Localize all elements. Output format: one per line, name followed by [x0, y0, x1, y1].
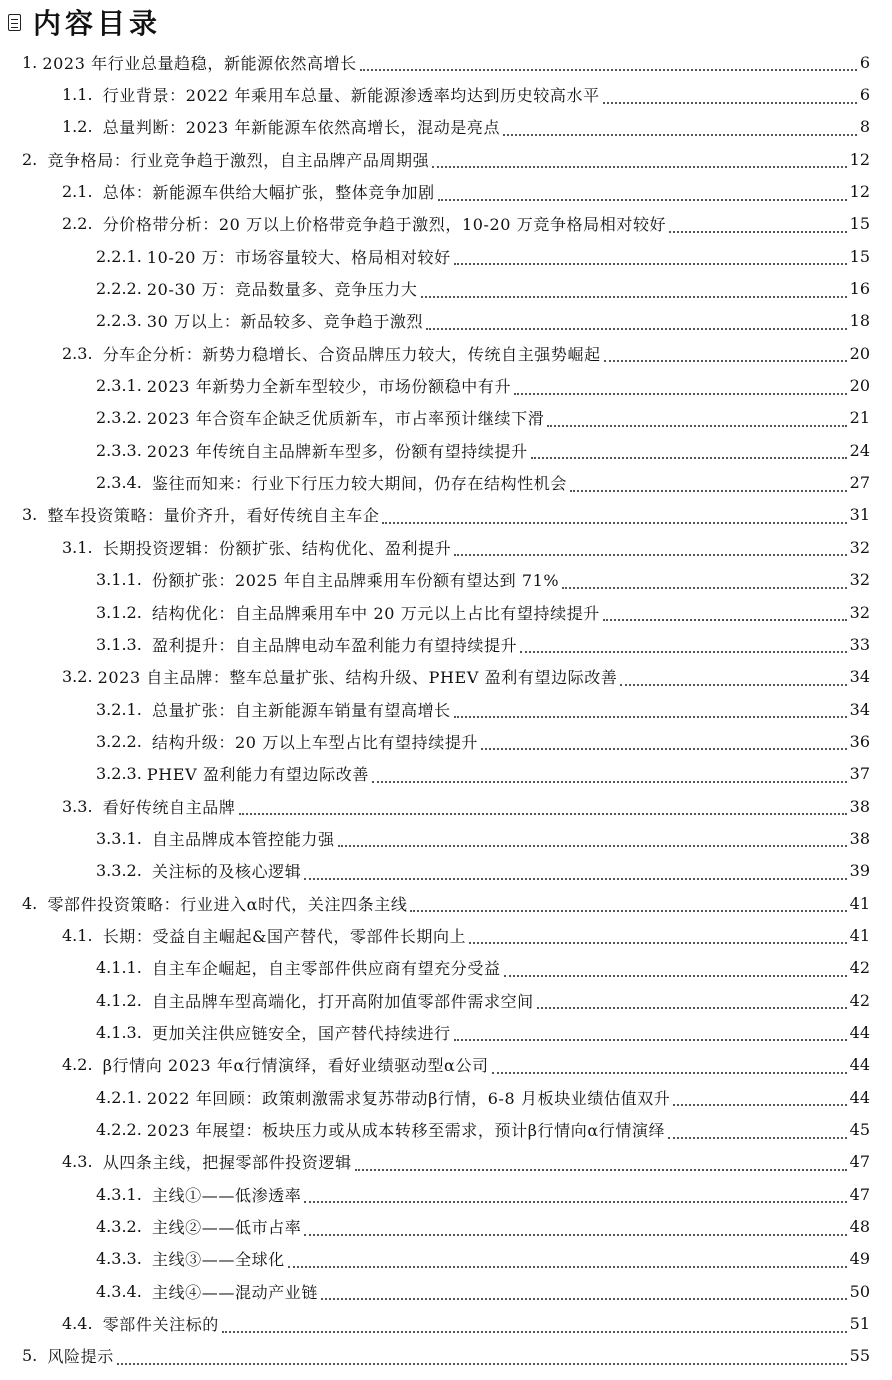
toc-entry[interactable]: [0, 984, 892, 1016]
toc-entry[interactable]: [0, 272, 892, 304]
toc-entry-number: 3.2.: [62, 667, 98, 687]
dot-leader: [668, 1125, 846, 1139]
toc-entry[interactable]: [0, 434, 892, 466]
toc-entry[interactable]: [0, 1340, 892, 1372]
dot-leader: [338, 833, 847, 847]
dot-leader: [421, 284, 847, 298]
toc-entry-text: 自主品牌车型高端化，打开高附加值零部件需求空间: [151, 991, 534, 1011]
toc-entry[interactable]: [0, 369, 892, 401]
toc-entry-number: 4.2.: [62, 1055, 103, 1075]
toc-entry[interactable]: [0, 952, 892, 984]
toc-entry-text: 关注标的及核心逻辑: [151, 862, 302, 882]
toc-entry-page: 55: [849, 1346, 870, 1366]
toc-header: [8, 4, 161, 40]
dot-leader: [454, 1027, 847, 1041]
toc-entry-page: 50: [849, 1281, 870, 1301]
toc-entry[interactable]: [0, 564, 892, 596]
toc-entry-text: 分价格带分析：20 万以上价格带竞争趋于激烈，10-20 万竞争格局相对较好: [102, 215, 667, 235]
dot-leader: [603, 607, 847, 621]
toc-entry-number: 4.1.2.: [96, 990, 152, 1010]
toc-entry-text: 20-30 万：竞品数量多、竞争压力大: [146, 280, 418, 300]
toc-entry[interactable]: [0, 78, 892, 110]
toc-entry-number: 2.3.1.: [96, 376, 147, 396]
toc-entry[interactable]: [0, 758, 892, 790]
toc-entry[interactable]: [0, 887, 892, 919]
toc-entry-text: 整车投资策略：量价齐升，看好传统自主车企: [47, 506, 380, 526]
toc-entry-number: 3.3.: [62, 796, 103, 816]
toc-entry-page: 20: [849, 376, 870, 396]
toc-entry-text: 总量判断：2023 年新能源车依然高增长，混动是亮点: [102, 118, 501, 138]
toc-entry-text: 2023 年展望：板块压力或从成本转移至需求，预计β行情向α行情演绎: [146, 1121, 666, 1141]
toc-entry-text: 2023 自主品牌：整车总量扩张、结构升级、PHEV 盈利有望边际改善: [97, 668, 618, 688]
toc-entry-text: 自主品牌成本管控能力强: [151, 829, 335, 849]
toc-entry-page: 6: [859, 85, 870, 105]
toc-entry-page: 47: [849, 1152, 870, 1172]
toc-entry-page: 24: [849, 440, 870, 460]
toc-entry[interactable]: [0, 46, 892, 78]
toc-entry[interactable]: [0, 1307, 892, 1339]
toc-entry[interactable]: [0, 402, 892, 434]
toc-entry-text: 竞争格局：行业竞争趋于激烈，自主品牌产品周期强: [47, 150, 430, 170]
toc-entry-text: 长期投资逻辑：份额扩张、结构优化、盈利提升: [102, 538, 452, 558]
toc-entry-text: 2023 年合资车企缺乏优质新车，市占率预计继续下滑: [146, 409, 545, 429]
toc-entry-number: 4.3.3.: [96, 1249, 152, 1269]
toc-entry-page: 18: [849, 311, 870, 331]
toc-entry[interactable]: [0, 822, 892, 854]
toc-entry-text: 主线③——全球化: [151, 1250, 285, 1270]
toc-entry-number: 4.3.: [62, 1152, 103, 1172]
toc-entry-number: 4.: [22, 893, 48, 913]
toc-entry-page: 38: [849, 828, 870, 848]
toc-entry[interactable]: [0, 111, 892, 143]
toc-entry-number: 4.1.: [62, 925, 103, 945]
toc-entry-page: 41: [849, 925, 870, 945]
toc-entry-page: 34: [849, 667, 870, 687]
toc-entry[interactable]: [0, 1113, 892, 1145]
toc-entry-number: 4.2.2.: [96, 1120, 147, 1140]
toc-entry-text: 行业背景：2022 年乘用车总量、新能源渗透率均达到历史较高水平: [102, 86, 600, 106]
dot-leader: [514, 381, 847, 395]
dot-leader: [438, 187, 847, 201]
toc-entry-page: 6: [859, 52, 870, 72]
dot-leader: [239, 801, 847, 815]
toc-entry-text: 2023 年行业总量趋稳，新能源依然高增长: [42, 53, 357, 73]
toc-entry-number: 2.3.: [62, 343, 103, 363]
toc-entry[interactable]: [0, 628, 892, 660]
toc-entry-number: 2.1.: [62, 182, 103, 202]
toc-entry[interactable]: [0, 1146, 892, 1178]
toc-entry-page: 44: [849, 1055, 870, 1075]
toc-entry-page: 16: [849, 279, 870, 299]
toc-entry-number: 3.3.1.: [96, 828, 152, 848]
toc-entry-number: 2.2.1.: [96, 246, 147, 266]
dot-leader: [537, 995, 847, 1009]
toc-entry-page: 12: [849, 149, 870, 169]
toc-entry-number: 3.1.2.: [96, 602, 152, 622]
toc-entry-text: 分车企分析：新势力稳增长、合资品牌压力较大，传统自主强势崛起: [102, 344, 601, 364]
toc-entry-number: 3.1.1.: [96, 570, 152, 590]
toc-list: [0, 46, 892, 1372]
dot-leader: [562, 575, 846, 589]
toc-entry-number: 3.1.: [62, 537, 103, 557]
toc-entry[interactable]: [0, 855, 892, 887]
toc-entry[interactable]: [0, 1049, 892, 1081]
toc-entry[interactable]: [0, 466, 892, 498]
toc-entry-number: 4.1.3.: [96, 1022, 152, 1042]
toc-entry-page: 36: [849, 731, 870, 751]
toc-entry[interactable]: [0, 1178, 892, 1210]
dot-leader: [288, 1254, 847, 1268]
toc-entry-number: 2.3.3.: [96, 440, 147, 460]
toc-entry[interactable]: [0, 1275, 892, 1307]
dot-leader: [222, 1319, 847, 1333]
dot-leader: [410, 898, 846, 912]
toc-entry-text: 主线①——低渗透率: [151, 1185, 302, 1205]
toc-entry-text: 看好传统自主品牌: [102, 797, 236, 817]
dot-leader: [520, 639, 846, 653]
toc-entry-page: 32: [849, 602, 870, 622]
toc-entry-number: 3.1.3.: [96, 634, 152, 654]
toc-entry-number: 3.2.3.: [96, 764, 147, 784]
toc-entry-number: 3.: [22, 505, 48, 525]
toc-entry-page: 12: [849, 182, 870, 202]
toc-entry-number: 3.2.1.: [96, 699, 152, 719]
toc-entry[interactable]: [0, 175, 892, 207]
dot-leader: [531, 445, 847, 459]
dot-leader: [321, 1286, 847, 1300]
toc-entry-text: 结构升级：20 万以上车型占比有望持续提升: [151, 732, 479, 752]
dot-leader: [469, 930, 846, 944]
dot-leader: [503, 122, 857, 136]
toc-entry[interactable]: [0, 499, 892, 531]
toc-entry-page: 41: [849, 893, 870, 913]
toc-entry-number: 1.: [22, 52, 43, 72]
toc-entry[interactable]: [0, 240, 892, 272]
toc-entry-number: 2.2.3.: [96, 311, 147, 331]
toc-entry-text: 2022 年回顾：政策刺激需求复苏带动β行情，6-8 月板块业绩估值双升: [146, 1088, 671, 1108]
toc-entry-text: 份额扩张：2025 年自主品牌乘用车份额有望达到 71%: [151, 571, 560, 591]
toc-entry-page: 49: [849, 1249, 870, 1269]
toc-entry-page: 44: [849, 1087, 870, 1107]
toc-entry-page: 34: [849, 699, 870, 719]
dot-leader: [620, 672, 846, 686]
toc-entry-page: 33: [849, 634, 870, 654]
toc-entry[interactable]: [0, 661, 892, 693]
toc-entry-number: 1.2.: [62, 117, 103, 137]
dot-leader: [603, 90, 857, 104]
dot-leader: [454, 251, 847, 265]
toc-entry-number: 5.: [22, 1346, 48, 1366]
toc-entry-page: 15: [849, 246, 870, 266]
toc-entry-text: 2023 年新势力全新车型较少，市场份额稳中有升: [146, 377, 512, 397]
toc-entry-text: 风险提示: [47, 1347, 114, 1367]
toc-entry-text: 自主车企崛起，自主零部件供应商有望充分受益: [151, 959, 501, 979]
toc-entry[interactable]: [0, 725, 892, 757]
toc-entry-page: 39: [849, 861, 870, 881]
toc-entry-number: 4.4.: [62, 1314, 103, 1334]
toc-entry-text: 零部件关注标的: [102, 1315, 219, 1335]
toc-entry-page: 42: [849, 958, 870, 978]
toc-entry-number: 4.1.1.: [96, 958, 152, 978]
toc-entry[interactable]: [0, 305, 892, 337]
toc-entry-page: 32: [849, 537, 870, 557]
toc-entry-text: 盈利提升：自主品牌电动车盈利能力有望持续提升: [151, 635, 518, 655]
dot-leader: [492, 1060, 847, 1074]
dot-leader: [372, 769, 847, 783]
toc-entry-page: 27: [849, 473, 870, 493]
toc-entry[interactable]: [0, 790, 892, 822]
dot-leader: [360, 57, 857, 71]
dot-leader: [426, 316, 847, 330]
dot-leader: [432, 154, 846, 168]
toc-entry-page: 38: [849, 796, 870, 816]
dot-leader: [304, 1189, 846, 1203]
dot-leader: [570, 478, 847, 492]
toc-entry-text: 主线④——混动产业链: [151, 1282, 318, 1302]
toc-entry-text: 从四条主线，把握零部件投资逻辑: [102, 1153, 352, 1173]
toc-entry-page: 42: [849, 990, 870, 1010]
toc-entry[interactable]: [0, 1016, 892, 1048]
toc-entry-number: 2.2.2.: [96, 279, 147, 299]
toc-entry-text: 总量扩张：自主新能源车销量有望高增长: [151, 700, 451, 720]
toc-entry-number: 2.3.2.: [96, 408, 147, 428]
toc-entry-page: 45: [849, 1120, 870, 1140]
dot-leader: [504, 963, 847, 977]
toc-entry-page: 48: [849, 1217, 870, 1237]
toc-entry[interactable]: [0, 1243, 892, 1275]
dot-leader: [669, 219, 846, 233]
toc-entry-text: 总体：新能源车供给大幅扩张，整体竞争加剧: [102, 183, 435, 203]
toc-entry-page: 15: [849, 214, 870, 234]
toc-entry[interactable]: [0, 596, 892, 628]
toc-entry-text: 30 万以上：新品较多、竞争趋于激烈: [146, 312, 424, 332]
toc-entry[interactable]: [0, 531, 892, 563]
toc-entry-number: 4.2.1.: [96, 1087, 147, 1107]
dot-leader: [547, 413, 846, 427]
toc-entry-number: 4.3.4.: [96, 1281, 152, 1301]
toc-entry-text: 长期：受益自主崛起&国产替代，零部件长期向上: [102, 926, 467, 946]
dot-leader: [117, 1351, 847, 1365]
toc-entry[interactable]: [0, 208, 892, 240]
toc-entry-number: 4.3.2.: [96, 1217, 152, 1237]
dot-leader: [604, 348, 847, 362]
toc-entry-page: 37: [849, 764, 870, 784]
toc-entry-number: 3.3.2.: [96, 861, 152, 881]
page-title: 内容目录: [33, 7, 162, 40]
document-icon: [8, 14, 21, 31]
toc-entry-number: 4.3.1.: [96, 1184, 152, 1204]
toc-entry-page: 31: [849, 505, 870, 525]
toc-entry-text: 结构优化：自主品牌乘用车中 20 万元以上占比有望持续提升: [151, 603, 600, 623]
toc-entry-text: 10-20 万：市场容量较大、格局相对较好: [146, 247, 451, 267]
toc-entry-text: 2023 年传统自主品牌新车型多，份额有望持续提升: [146, 441, 528, 461]
toc-entry[interactable]: [0, 919, 892, 951]
dot-leader: [481, 736, 847, 750]
toc-entry-page: 20: [849, 343, 870, 363]
toc-entry-page: 47: [849, 1184, 870, 1204]
toc-entry[interactable]: [0, 143, 892, 175]
toc-entry-text: PHEV 盈利能力有望边际改善: [146, 765, 369, 785]
toc-entry-page: 44: [849, 1022, 870, 1042]
toc-entry-text: 主线②——低市占率: [151, 1218, 302, 1238]
dot-leader: [355, 1157, 847, 1171]
dot-leader: [454, 542, 846, 556]
dot-leader: [382, 510, 846, 524]
toc-entry-page: 32: [849, 570, 870, 590]
toc-entry[interactable]: [0, 337, 892, 369]
dot-leader: [673, 1092, 846, 1106]
toc-entry-number: 2.3.4.: [96, 473, 152, 493]
toc-entry[interactable]: [0, 1210, 892, 1242]
toc-entry[interactable]: [0, 1081, 892, 1113]
dot-leader: [304, 1222, 846, 1236]
toc-entry-page: 21: [849, 408, 870, 428]
toc-entry-page: 8: [859, 117, 870, 137]
toc-entry-number: 1.1.: [62, 85, 103, 105]
toc-entry-text: β行情向 2023 年α行情演绎，看好业绩驱动型α公司: [102, 1056, 489, 1076]
toc-entry-text: 更加关注供应链安全，国产替代持续进行: [151, 1023, 451, 1043]
dot-leader: [454, 704, 847, 718]
toc-entry-number: 2.2.: [62, 214, 103, 234]
toc-entry-number: 2.: [22, 149, 48, 169]
dot-leader: [304, 866, 846, 880]
toc-entry[interactable]: [0, 693, 892, 725]
toc-entry-text: 鉴往而知来：行业下行压力较大期间，仍存在结构性机会: [151, 474, 567, 494]
toc-entry-page: 51: [849, 1314, 870, 1334]
toc-entry-text: 零部件投资策略：行业进入α时代，关注四条主线: [47, 894, 408, 914]
toc-entry-number: 3.2.2.: [96, 731, 152, 751]
